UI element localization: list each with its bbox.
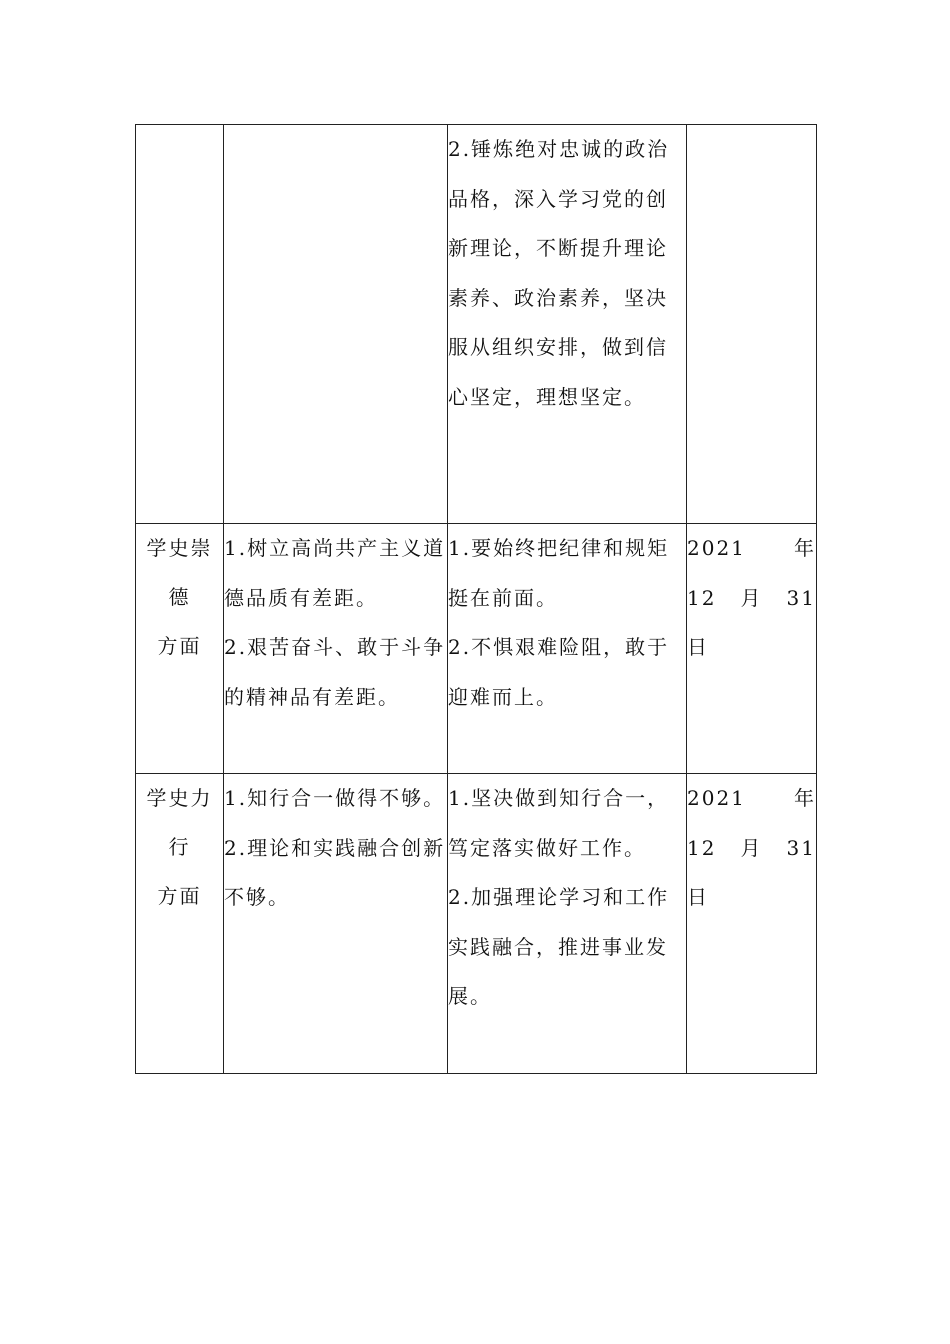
deadline-cell bbox=[687, 774, 817, 1074]
measure-cell bbox=[448, 125, 687, 524]
deadline-year-unit: 年 bbox=[794, 536, 816, 560]
table-row bbox=[136, 774, 817, 1074]
deadline-month: 12 bbox=[687, 585, 717, 610]
deadline-day-unit: 日 bbox=[687, 885, 709, 909]
deadline-month-day-line bbox=[687, 574, 816, 624]
measure-item: 1.要始终把纪律和规矩挺在前面。 bbox=[448, 536, 670, 610]
measure-item: 2.加强理论学习和工作实践融合，推进事业发展。 bbox=[448, 885, 670, 1008]
deadline-month: 12 bbox=[687, 835, 717, 860]
problem-cell bbox=[224, 524, 448, 774]
deadline-day-unit-line bbox=[687, 623, 816, 673]
aspect-cell bbox=[136, 524, 224, 774]
deadline-year-line bbox=[687, 774, 816, 824]
problem-item: 2.理论和实践融合创新不够。 bbox=[224, 835, 446, 909]
deadline-month-day-line bbox=[687, 824, 816, 874]
deadline-cell bbox=[687, 125, 817, 524]
deadline-year-unit: 年 bbox=[794, 786, 816, 810]
problem-item: 2.艰苦奋斗、敢于斗争的精神品有差距。 bbox=[224, 635, 446, 709]
problem-cell bbox=[224, 774, 448, 1074]
problem-item: 1.知行合一做得不够。 bbox=[224, 786, 446, 810]
table-row bbox=[136, 524, 817, 774]
measure-item: 2.锤炼绝对忠诚的政治品格，深入学习党的创新理论，不断提升理论素养、政治素养，坚决服从组织安排，做到信心坚定，理想坚定。 bbox=[448, 137, 670, 409]
table-row bbox=[136, 125, 817, 524]
aspect-cell bbox=[136, 125, 224, 524]
deadline-year-line bbox=[687, 524, 816, 574]
deadline-day-unit: 日 bbox=[687, 635, 709, 659]
deadline-cell bbox=[687, 524, 817, 774]
problem-cell bbox=[224, 125, 448, 524]
deadline-month-unit: 月 bbox=[740, 585, 763, 610]
problem-item: 1.树立高尚共产主义道德品质有差距。 bbox=[224, 536, 446, 610]
deadline-year: 2021 bbox=[687, 786, 746, 810]
aspect-label: 学史力 行 方面 bbox=[146, 786, 213, 908]
deadline-month-unit: 月 bbox=[740, 835, 763, 860]
rectification-table bbox=[135, 124, 817, 1074]
aspect-cell bbox=[136, 774, 224, 1074]
aspect-label: 学史崇 德 方面 bbox=[146, 536, 213, 658]
deadline-day-unit-line bbox=[687, 873, 816, 923]
deadline-day: 31 bbox=[786, 835, 816, 860]
measure-cell bbox=[448, 774, 687, 1074]
measure-cell bbox=[448, 524, 687, 774]
measure-item: 1.坚决做到知行合一，笃定落实做好工作。 bbox=[448, 786, 670, 860]
measure-item: 2.不惧艰难险阻，敢于迎难而上。 bbox=[448, 635, 670, 709]
deadline-year: 2021 bbox=[687, 536, 746, 560]
deadline-day: 31 bbox=[786, 585, 816, 610]
